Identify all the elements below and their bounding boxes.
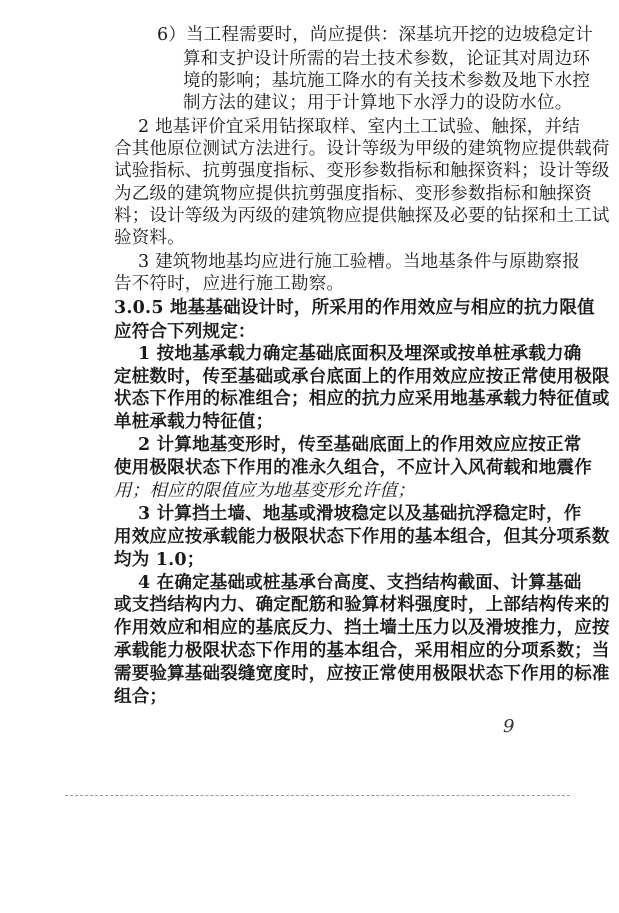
text-line: 应符合下列规定： <box>114 322 256 342</box>
text-line: 算和支护设计所需的岩土技术参数，论证其对周边环 <box>183 49 591 69</box>
text-line: 为乙级的建筑物应提供抗剪强度指标、变形参数指标和触探资 <box>114 184 592 204</box>
text-line: 或支挡结构内力、确定配筋和验算材料强度时，上部结构传来的 <box>114 595 610 615</box>
text-line: 3 计算挡土墙、地基或滑坡稳定以及基础抗浮稳定时，作 <box>138 504 582 524</box>
text-line: 均为 1.0； <box>114 550 205 570</box>
text-line: 1 按地基承载力确定基础底面积及埋深或按单桩承载力确 <box>138 344 582 364</box>
page-number: 9 <box>503 716 515 737</box>
text-line: 2 地基评价宜采用钻探取样、室内土工试验、触探，并结 <box>138 117 580 137</box>
text-line: 告不符时，应进行施工勘察。 <box>114 274 345 294</box>
text-line: 境的影响；基坑施工降水的有关技术参数及地下水控 <box>183 71 591 91</box>
text-line: 6）当工程需要时，尚应提供：深基坑开挖的边坡稳定计 <box>157 25 594 45</box>
text-line: 合其他原位测试方法进行。设计等级为甲级的建筑物应提供载荷 <box>114 139 610 159</box>
text-line: 状态下作用的标准组合；相应的抗力应采用地基承载力特征值或 <box>114 389 610 409</box>
text-line: 4 在确定基础或桩基承台高度、支挡结构截面、计算基础 <box>138 573 582 593</box>
section-heading: 3.0.5 地基基础设计时，所采用的作用效应与相应的抗力限值 <box>114 298 595 318</box>
text-line: 用效应应按承载能力极限状态下作用的基本组合，但其分项系数 <box>114 527 610 547</box>
text-line: 试验指标、抗剪强度指标、变形参数指标和触探资料；设计等级 <box>114 161 610 181</box>
text-line: 用；相应的限值应为地基变形允许值； <box>114 481 415 501</box>
text-line: 料；设计等级为丙级的建筑物应提供触探及必要的钻探和土工试 <box>114 206 610 226</box>
text-line: 2 计算地基变形时，传至基础底面上的作用效应应按正常 <box>138 435 582 455</box>
text-line: 作用效应和相应的基底反力、挡土墙土压力以及滑坡推力，应按 <box>114 618 610 638</box>
text-line: 制方法的建议；用于计算地下水浮力的设防水位。 <box>183 93 573 113</box>
text-line: 使用极限状态下作用的准永久组合，不应计入风荷载和地震作 <box>114 458 592 478</box>
text-line: 需要验算基础裂缝宽度时，应按正常使用极限状态下作用的标准 <box>114 664 610 684</box>
footer-divider <box>65 795 570 796</box>
text-line: 定桩数时，传至基础或承台底面上的作用效应应按正常使用极限 <box>114 367 610 387</box>
text-line: 验资料。 <box>114 228 185 248</box>
text-line: 承载能力极限状态下作用的基本组合，采用相应的分项系数；当 <box>114 641 610 661</box>
text-line: 组合； <box>114 687 168 707</box>
text-line: 单桩承载力特征值； <box>114 412 274 432</box>
text-line: 3 建筑物地基均应进行施工验槽。当地基条件与原勘察报 <box>138 252 580 272</box>
